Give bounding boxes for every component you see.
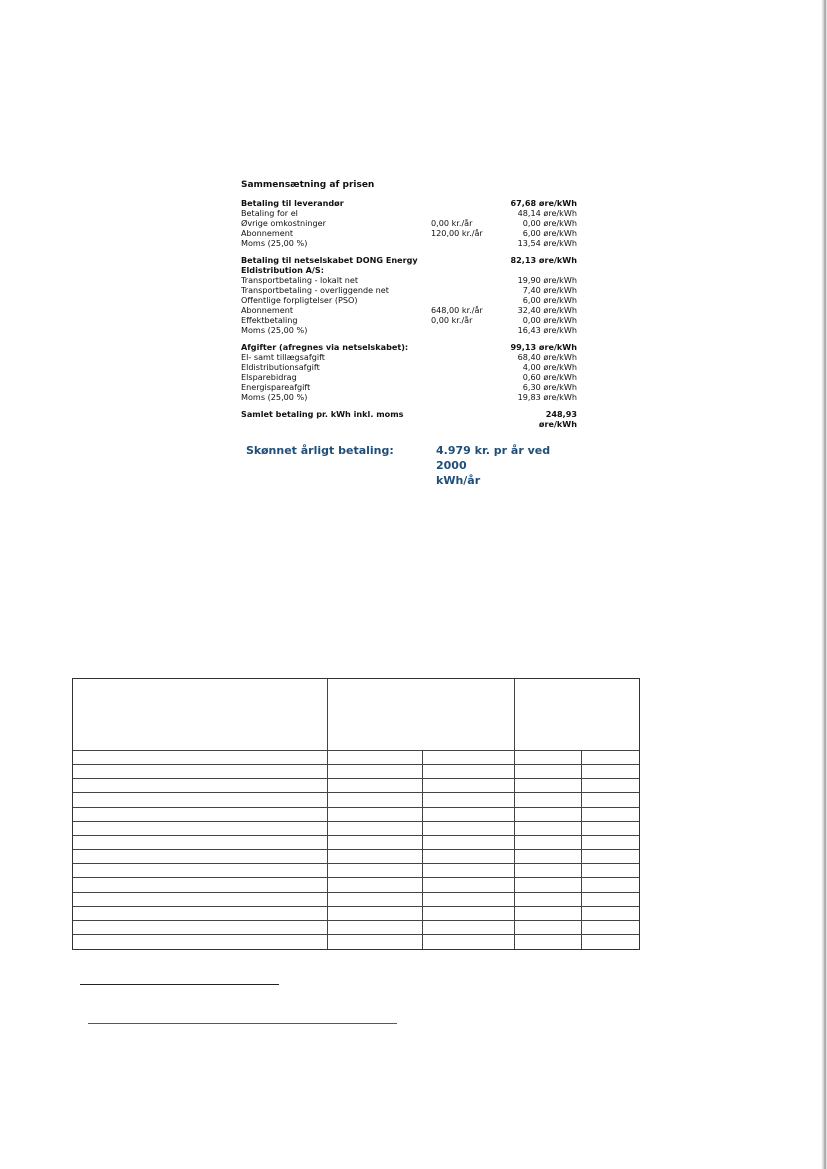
row-value: 13,54 øre/kWh [517, 238, 577, 248]
price-row [241, 362, 577, 372]
total-row [241, 409, 577, 429]
taxes-header: Afgifter (afregnes via netselskabet): [241, 342, 409, 352]
row-value: 6,30 øre/kWh [522, 382, 577, 392]
grid-company-section [241, 255, 577, 335]
row-extra [431, 352, 503, 362]
table-row-divider [73, 807, 639, 808]
row-extra [431, 362, 503, 372]
price-row [241, 228, 577, 238]
supplier-header: Betaling til leverandør [241, 198, 344, 208]
table-column-divider [327, 679, 328, 949]
estimate-value [436, 443, 576, 488]
price-row [241, 275, 577, 285]
taxes-section [241, 342, 577, 402]
supplier-total: 67,68 øre/kWh [510, 198, 577, 208]
row-extra [431, 382, 503, 392]
table-row-divider [73, 877, 639, 878]
row-extra [431, 295, 503, 305]
table-header-divider [73, 750, 639, 751]
row-value: 6,00 øre/kWh [522, 295, 577, 305]
row-value: 0,60 øre/kWh [522, 372, 577, 382]
row-value: 19,83 øre/kWh [517, 392, 577, 402]
row-value: 16,43 øre/kWh [517, 325, 577, 335]
row-label: Transportbetaling - overliggende net [241, 285, 389, 295]
empty-table [72, 678, 640, 950]
row-label: Offentlige forpligtelser (PSO) [241, 295, 358, 305]
annual-estimate [246, 443, 586, 488]
price-breakdown [241, 180, 577, 429]
table-row-divider [73, 920, 639, 921]
row-label: Abonnement [241, 228, 294, 238]
row-label: El- samt tillægsafgift [241, 352, 325, 362]
row-value: 7,40 øre/kWh [522, 285, 577, 295]
supplier-header-row [241, 198, 577, 208]
row-label: Moms (25,00 %) [241, 238, 308, 248]
price-row [241, 238, 577, 248]
row-extra: 0,00 kr./år [431, 218, 473, 228]
price-row [241, 372, 577, 382]
estimate-value-line-1: 4.979 kr. pr år ved 2000 [436, 444, 551, 472]
row-label: Moms (25,00 %) [241, 325, 308, 335]
grid-company-total: 82,13 øre/kWh [510, 255, 577, 265]
row-label: Moms (25,00 %) [241, 392, 308, 402]
grid-company-header-row [241, 255, 577, 265]
row-extra [431, 372, 503, 382]
price-row [241, 208, 577, 218]
table-row-divider [73, 764, 639, 765]
table-row-divider [73, 821, 639, 822]
row-value: 32,40 øre/kWh [517, 305, 577, 315]
total-value-amount: 248,93 [545, 409, 577, 419]
taxes-total: 99,13 øre/kWh [510, 342, 577, 352]
table-row-divider [73, 892, 639, 893]
row-label: Øvrige omkostninger [241, 218, 326, 228]
grid-company-header-2: Eldistribution A/S: [241, 265, 324, 275]
supplier-section [241, 198, 577, 248]
total-label: Samlet betaling pr. kWh inkl. moms [241, 409, 404, 419]
footnote-separator [80, 984, 279, 985]
row-extra [431, 392, 503, 402]
grid-company-header: Betaling til netselskabet DONG Energy [241, 255, 418, 265]
taxes-header-row [241, 342, 577, 352]
breakdown-title: Sammensætning af prisen [241, 180, 375, 190]
price-row [241, 352, 577, 362]
row-value: 48,14 øre/kWh [517, 208, 577, 218]
row-extra [431, 275, 503, 285]
row-label: Eldistributionsafgift [241, 362, 320, 372]
grid-company-header-row-2 [241, 265, 577, 275]
row-label: Energispareafgift [241, 382, 311, 392]
price-row [241, 325, 577, 335]
table-row-divider [73, 849, 639, 850]
table-row-divider [73, 835, 639, 836]
price-row [241, 218, 577, 228]
estimate-value-line-2: kWh/år [436, 474, 481, 487]
table-row-divider [73, 792, 639, 793]
row-label: Elsparebidrag [241, 372, 297, 382]
row-extra [431, 238, 503, 248]
row-value: 6,00 øre/kWh [522, 228, 577, 238]
row-label: Betaling for el [241, 208, 298, 218]
row-value: 0,00 øre/kWh [522, 218, 577, 228]
row-value: 4,00 øre/kWh [522, 362, 577, 372]
price-row [241, 392, 577, 402]
table-row-divider [73, 906, 639, 907]
page-edge-shadow [821, 0, 827, 1169]
row-extra [431, 208, 503, 218]
table-column-divider [514, 679, 515, 949]
table-row-divider [73, 778, 639, 779]
row-value: 0,00 øre/kWh [522, 315, 577, 325]
total-value-unit: øre/kWh [538, 419, 577, 429]
row-value: 68,40 øre/kWh [517, 352, 577, 362]
price-row [241, 315, 577, 325]
row-extra: 648,00 kr./år [431, 305, 483, 315]
row-label: Transportbetaling - lokalt net [241, 275, 359, 285]
price-row [241, 382, 577, 392]
row-extra [431, 325, 503, 335]
row-label: Abonnement [241, 305, 294, 315]
row-value: 19,90 øre/kWh [517, 275, 577, 285]
total-value [503, 409, 577, 429]
table-row-divider [73, 863, 639, 864]
table-row-divider [73, 934, 639, 935]
row-extra: 120,00 kr./år [431, 228, 483, 238]
row-extra [431, 285, 503, 295]
footnote-link-underline[interactable] [88, 1023, 397, 1024]
price-row [241, 285, 577, 295]
estimate-label: Skønnet årligt betaling: [246, 444, 394, 457]
price-row [241, 305, 577, 315]
row-label: Effektbetaling [241, 315, 298, 325]
price-row [241, 295, 577, 305]
row-extra: 0,00 kr./år [431, 315, 473, 325]
